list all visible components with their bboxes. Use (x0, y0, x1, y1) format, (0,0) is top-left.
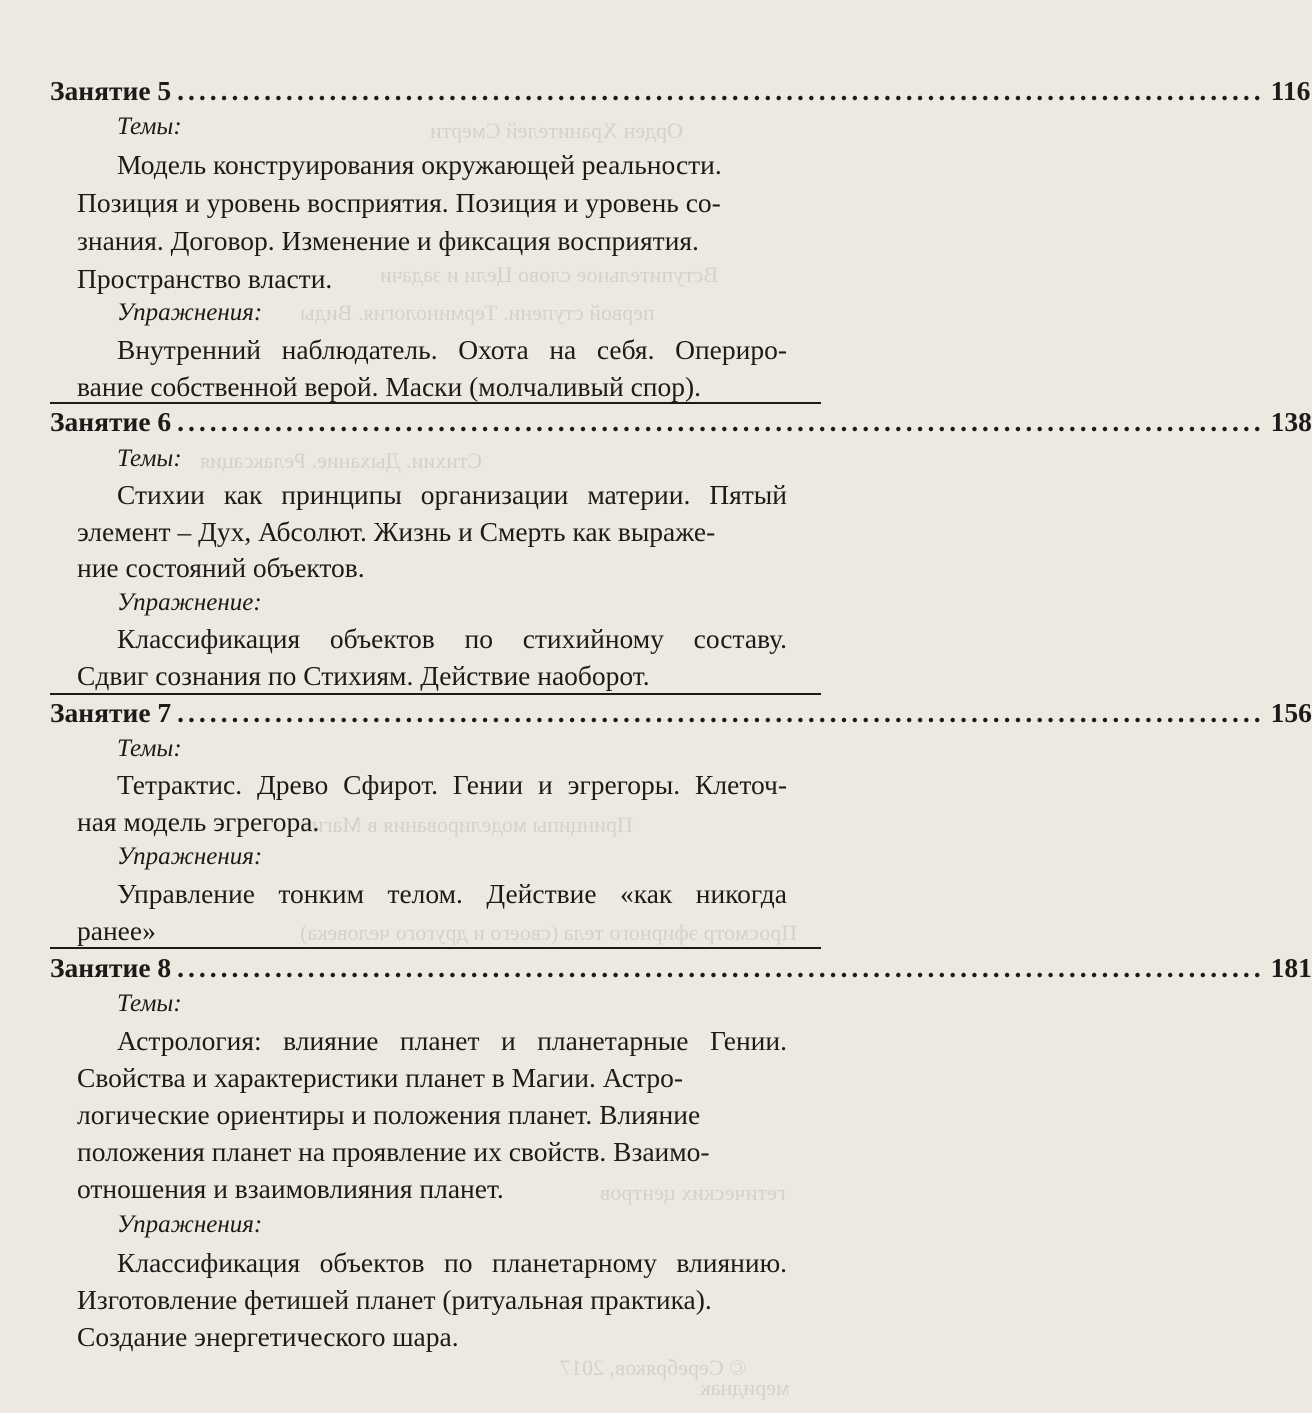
themes-label: Темы: (117, 445, 182, 472)
exercises-text: Внутренний наблюдатель. Охота на себя. Опериро- (117, 334, 787, 365)
exercises-label: Упражнение: (117, 589, 262, 616)
section-rule (50, 402, 821, 404)
exercises-label: Упражнения: (117, 843, 263, 870)
leader-dots: .................................................................................................... (177, 697, 1265, 728)
lesson-7-heading (50, 696, 1312, 730)
exercises-label: Упражнения: (117, 299, 263, 326)
themes-text: ная модель эгрегора. (77, 806, 320, 837)
themes-text: логические ориентиры и положения планет. Влияние (77, 1099, 701, 1130)
exercises-text: ранее» (77, 915, 156, 946)
bleed-line: © Серебряков, 2017 (560, 1355, 746, 1380)
themes-text: Стихии как принципы организации материи. Пятый (117, 479, 787, 510)
themes-text: элемент – Дух, Абсолют. Жизнь и Смерть как выраже- (77, 516, 716, 547)
bleed-line: первой ступени. Терминология. Виды (300, 300, 655, 325)
bleed-line: гетических центров (600, 1180, 786, 1205)
themes-label: Темы: (117, 113, 182, 140)
exercises-label: Упражнения: (117, 1211, 263, 1238)
lesson-title: Занятие 6 (50, 406, 172, 437)
page-number: 138 (1270, 406, 1312, 437)
lesson-title: Занятие 5 (50, 75, 172, 106)
leader-dots: .................................................................................................... (177, 406, 1265, 437)
section-rule (50, 947, 821, 949)
exercises-text: Управление тонким телом. Действие «как никогда (117, 878, 787, 909)
exercises-text: Классификация объектов по планетарному влиянию. (117, 1247, 787, 1278)
bleed-line: мериднак (700, 1375, 790, 1400)
exercises-text: Изготовление фетишей планет (ритуальная практика). (77, 1284, 712, 1315)
themes-text: Позиция и уровень восприятия. Позиция и уровень со- (77, 187, 721, 218)
themes-label: Темы: (117, 990, 182, 1017)
themes-text: положения планет на проявление их свойств. Взаимо- (77, 1136, 710, 1167)
bleed-line: Вступительное слово Цели и задачи (380, 262, 719, 287)
bleed-line: Орден Хранителей Смерти (430, 118, 683, 143)
page-number: 181 (1270, 952, 1312, 983)
lesson-5-heading (50, 74, 1311, 108)
leader-dots: .................................................................................................... (177, 952, 1265, 983)
lesson-title: Занятие 7 (50, 697, 172, 728)
themes-text: Пространство власти. (77, 263, 333, 294)
themes-text: Тетрактис. Древо Сфирот. Гении и эгрегоры. Клеточ- (117, 769, 787, 800)
themes-label: Темы: (117, 735, 182, 762)
lesson-title: Занятие 8 (50, 952, 172, 983)
themes-text: Астрология: влияние планет и планетарные Гении. (117, 1025, 787, 1056)
page-number: 116 (1270, 75, 1311, 106)
exercises-text: Сдвиг сознания по Стихиям. Действие наоборот. (77, 660, 650, 691)
page-number: 156 (1270, 697, 1312, 728)
exercises-text: Создание энергетического шара. (77, 1321, 459, 1352)
bleed-line: Просмотр эфирного тела (своего и другого человека) (300, 920, 798, 945)
bleed-line: Стихии. Дыхание. Релаксация (200, 448, 482, 473)
themes-text: Модель конструирования окружающей реальности. (117, 149, 722, 180)
lesson-8-heading (50, 951, 1312, 985)
themes-text: Свойства и характеристики планет в Магии. Астро- (77, 1062, 684, 1093)
bleed-line: Принципы моделирования в Магии (300, 812, 633, 837)
exercises-text: Классификация объектов по стихийному составу. (117, 623, 787, 654)
exercises-text: вание собственной верой. Маски (молчаливый спор). (77, 371, 702, 402)
section-rule (50, 693, 821, 695)
themes-text: ние состояний объектов. (77, 552, 365, 583)
leader-dots: .................................................................................................... (177, 75, 1265, 106)
themes-text: знания. Договор. Изменение и фиксация восприятия. (77, 225, 699, 256)
lesson-6-heading (50, 405, 1312, 439)
themes-text: отношения и взаимовлияния планет. (77, 1173, 504, 1204)
